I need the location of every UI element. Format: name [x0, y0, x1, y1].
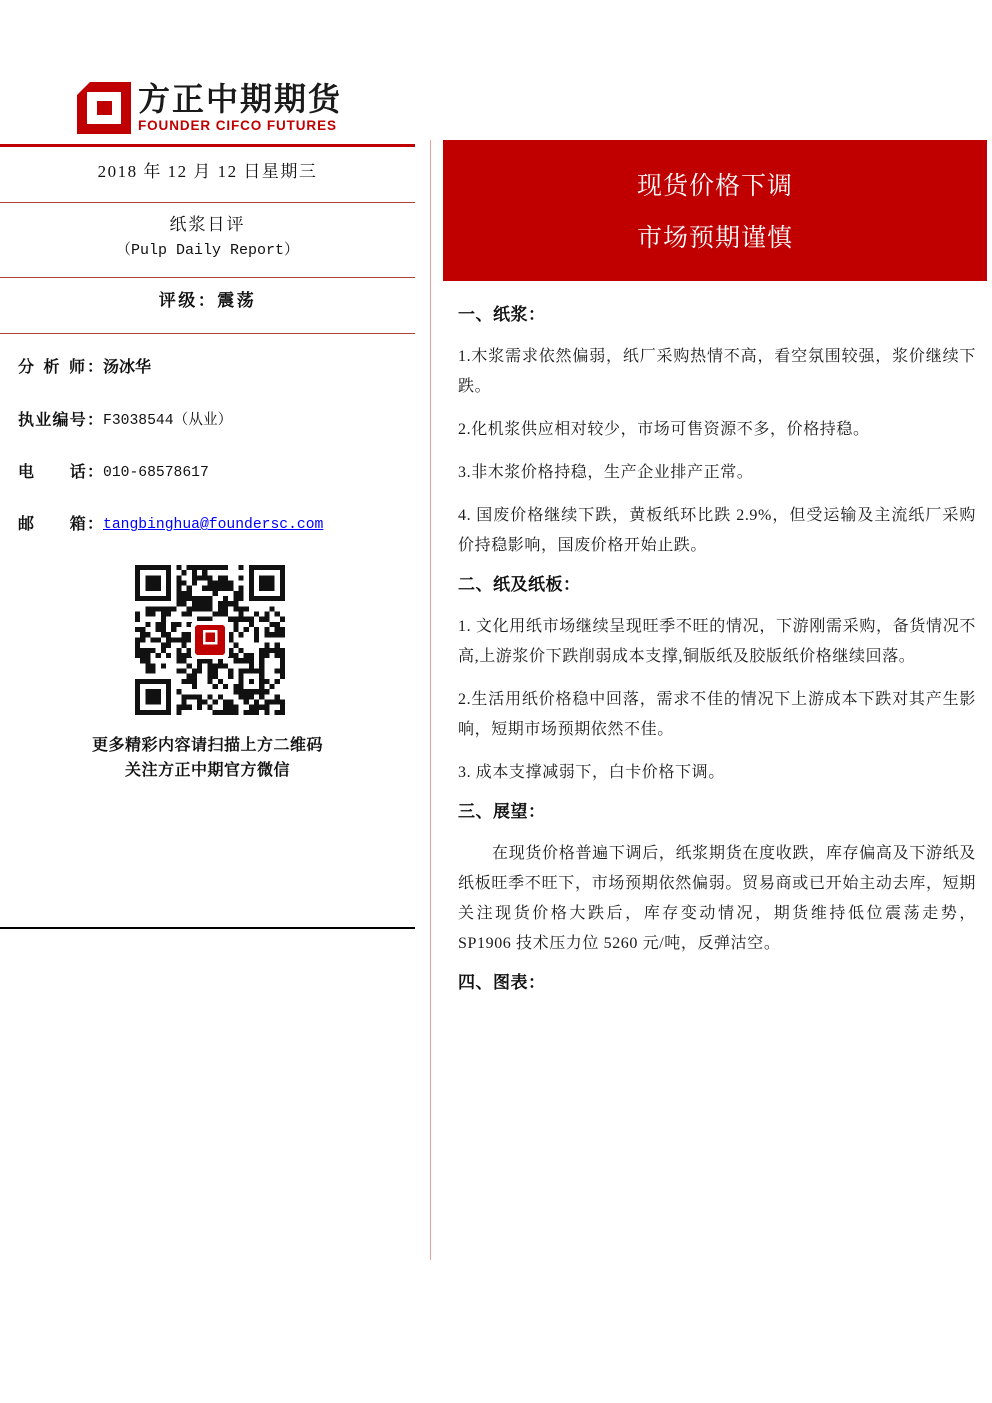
column-divider	[430, 140, 431, 1260]
contact-row-license	[18, 409, 232, 431]
contact-label: 执业编号：	[18, 410, 103, 429]
logo-text-en: FOUNDER CIFCO FUTURES	[138, 118, 337, 133]
contact-label: 邮 箱：	[18, 514, 103, 533]
analyst-name: 汤冰华	[103, 357, 152, 376]
logo-mark-inner-square	[97, 101, 112, 115]
sidebar-bottom-rule	[0, 927, 415, 929]
section-heading-charts: 四、图表：	[458, 973, 546, 993]
qr-code-icon	[135, 565, 285, 715]
logo-text-cn: 方正中期期货	[138, 80, 343, 118]
company-logo	[77, 80, 349, 136]
license-number: F3038544（从业）	[103, 413, 233, 429]
contact-label: 电 话：	[18, 462, 103, 481]
paragraph: 3.非木浆价格持稳，生产企业排产正常。	[458, 464, 754, 481]
contact-label: 分 析 师：	[18, 357, 103, 376]
logo-mark-icon	[77, 82, 131, 134]
qr-caption-line-2: 关注方正中期官方微信	[124, 760, 290, 779]
qr-center-logo	[195, 625, 225, 655]
paragraph: 在现货价格普遍下调后，纸浆期货在度收跌，库存偏高及下游纸及纸板旺季不旺下，市场预期依然偏弱。贸易商或已开始主动去库，短期关注现货价格大跌后，库存变动情况，期货维持低位震荡走势，SP1906 技术压力位 5260 元/吨，反弹沽空。	[458, 845, 976, 952]
qr-caption-line-1: 更多精彩内容请扫描上方二维码	[91, 735, 323, 754]
report-date: 2018 年 12 月 12 日星期三	[97, 162, 318, 181]
headline-banner	[443, 140, 987, 281]
sidebar-divider	[0, 277, 415, 278]
sidebar-divider	[0, 202, 415, 203]
contact-row-phone	[18, 461, 209, 483]
paragraph: 2.化机浆供应相对较少，市场可售资源不多，价格持稳。	[458, 421, 870, 438]
section-heading-paper: 二、纸及纸板：	[458, 575, 581, 595]
contact-row-email	[18, 513, 323, 535]
paragraph: 2.生活用纸价格稳中回落，需求不佳的情况下上游成本下跌对其产生影响，短期市场预期依然不佳。	[458, 691, 976, 738]
sidebar-top-rule	[0, 144, 415, 147]
headline-line-1: 现货价格下调	[636, 171, 793, 200]
email-link[interactable]: tangbinghua@foundersc.com	[103, 517, 324, 533]
rating: 评级：震荡	[158, 291, 257, 311]
headline-line-2: 市场预期谨慎	[636, 223, 793, 252]
paragraph: 4. 国废价格继续下跌，黄板纸环比跌 2.9%，但受运输及主流纸厂采购价持稳影响，国废价格开始止跌。	[458, 507, 976, 554]
report-body	[458, 302, 976, 1010]
paragraph: 1. 文化用纸市场继续呈现旺季不旺的情况，下游刚需采购，备货情况不高,上游浆价下跌削弱成本支撑,铜版纸及胶版纸价格继续回落。	[458, 618, 976, 665]
phone-number: 010-68578617	[103, 465, 209, 481]
paragraph: 1.木浆需求依然偏弱，纸厂采购热情不高，看空氛围较强，浆价继续下跌。	[458, 348, 976, 395]
report-title: 纸浆日评	[169, 215, 246, 234]
report-title-en: （Pulp Daily Report）	[115, 242, 300, 259]
section-heading-outlook: 三、展望：	[458, 802, 546, 822]
contact-row-analyst	[18, 356, 151, 378]
paragraph: 3. 成本支撑减弱下，白卡价格下调。	[458, 764, 725, 781]
sidebar-divider	[0, 333, 415, 334]
section-heading-pulp: 一、纸浆：	[458, 305, 546, 325]
